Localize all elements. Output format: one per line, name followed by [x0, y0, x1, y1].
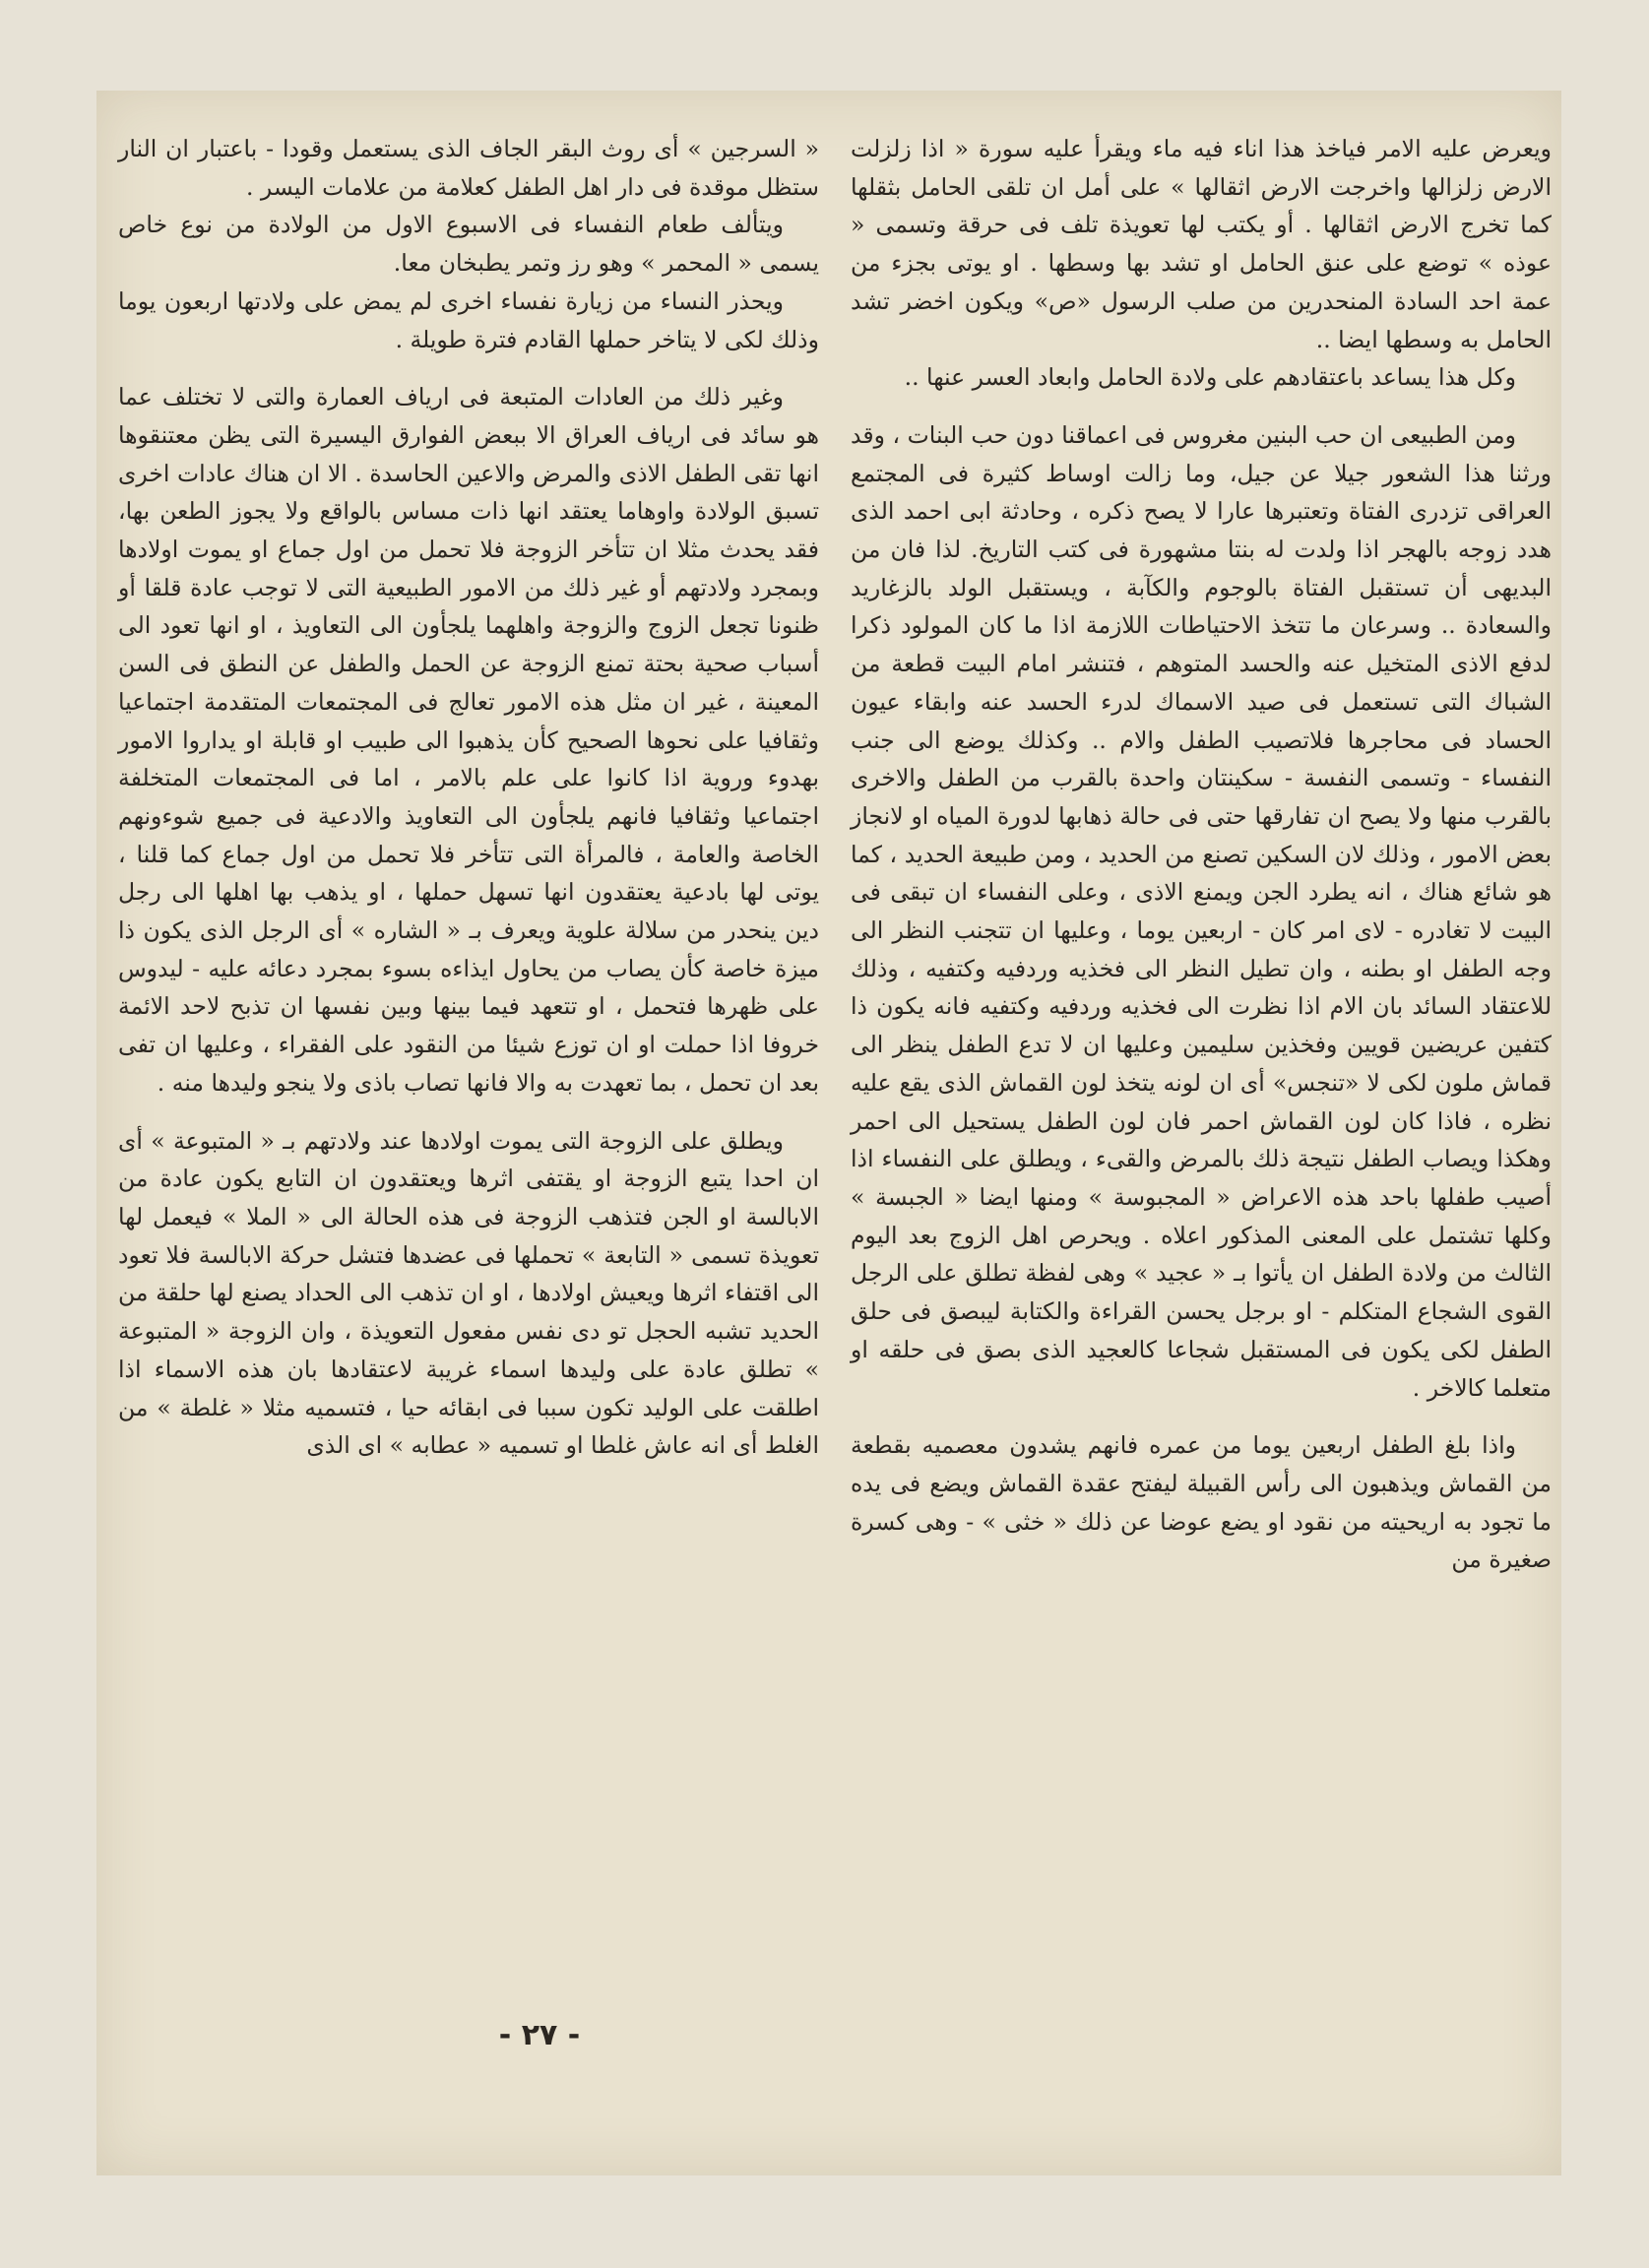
- left-column: [118, 130, 819, 1465]
- paragraph: ومن الطبيعى ان حب البنين مغروس فى اعماقنا دون حب البنات ، وقد ورثنا هذا الشعور جيلا عن جيل، وما زالت اوساط كثيرة فى المجتمع العراقى تزدرى الفتاة وتعتبرها عارا لا يصح ذكره ، وحادثة ابى احمد الذى هدد زوجه بالهجر اذا ولدت له بنتا مشهورة فى كتب التاريخ. لذا فان من البديهى أن تستقبل الفتاة بالوجوم والكآبة ، ويستقبل الولد بالزغاريد والسعادة .. وسرعان ما تتخذ الاحتياطات اللازمة اذا ما كان المولود ذكرا لدفع الاذى المتخيل عنه والحسد المتوهم ، فتنشر امام البيت قطعة من الشباك التى تستعمل فى صيد الاسماك لدرء الحسد عنه وابقاء عيون الحساد فى محاجرها فلاتصيب الطفل والام .. وكذلك يوضع الى جنب النفساء - وتسمى النفسة - سكينتان واحدة بالقرب من الطفل والاخرى بالقرب منها ولا يصح ان تفارقها حتى فى حالة ذهابها لدورة المياه او لانجاز بعض الامور ، وذلك لان السكين تصنع من الحديد ، ومن طبيعة الحديد ، كما هو شائع هناك ، انه يطرد الجن ويمنع الاذى ، وعلى النفساء ان تبقى فى البيت لا تغادره - لاى امر كان - اربعين يوما ، وعليها ان تتجنب النظر الى وجه الطفل او بطنه ، وان تطيل النظر الى فخذيه وردفيه وكتفيه ، وذلك للاعتقاد السائد بان الام اذا نظرت الى فخذيه وردفيه وكتفيه فانه يكون ذا كتفين عريضين قويين وفخذين سليمين وعليها ان لا تدع الطفل ينظر الى قماش ملون لكى لا «تنجس» أى ان لونه يتخذ لون القماش الذى يقع عليه نظره ، فاذا كان لون القماش احمر فان لون الطفل يستحيل الى احمر وهكذا ويصاب الطفل نتيجة ذلك بالمرض والقىء ، ويطلق على النفساء اذا أصيب طفلها باحد هذه الاعراض « المجبوسة » ومنها ايضا « الجبسة » وكلها تشتمل على المعنى المذكور اعلاه . ويحرص اهل الزوج بعد اليوم الثالث من ولادة الطفل ان يأتوا بـ « عجيد » وهى لفظة تطلق على الرجل القوى الشجاع المتكلم - او برجل يحسن القراءة والكتابة ليبصق فى حلق الطفل لكى يكون فى المستقبل شجاعا كالعجيد الذى بصق فى حلقه او متعلما كالاخر .: [851, 420, 1552, 1402]
- paragraph: ويعرض عليه الامر فياخذ هذا اناء فيه ماء ويقرأ عليه سورة « اذا زلزلت الارض زلزالها واخرجت الارض اثقالها » على أمل ان تلقى الحامل بثقلها كما تخرج الارض اثقالها . أو يكتب لها تعويذة تلف فى حرقة وتسمى « عوذه » توضع على عنق الحامل او تشد بها وسطها . او يوتى بجزء من عمة احد السادة المنحدرين من صلب الرسول «ص» ويكون اخضر تشد الحامل به وسطها ايضا ..: [851, 135, 1552, 353]
- paragraph: واذا بلغ الطفل اربعين يوما من عمره فانهم يشدون معصميه بقطعة من القماش ويذهبون الى رأس القبيلة ليفتح عقدة القماش ويضع فى يده ما تجود به اريحيته من نقود او يضع عوضا عن ذلك « خثى » - وهى كسرة صغيرة من: [851, 1431, 1552, 1574]
- paragraph: ويطلق على الزوجة التى يموت اولادها عند ولادتهم بـ « المتبوعة » أى ان احدا يتبع الزوجة او يقتفى اثرها ويعتقدون ان التابع يكون عادة من الابالسة او الجن فتذهب الزوجة فى هذه الحالة الى « الملا » فيعمل لها تعويذة تسمى « التابعة » تحملها فى عضدها فتشل حركة الابالسة فلا تعود الى اقتفاء اثرها ويعيش اولادها ، او ان تذهب الى الحداد يصنع لها حلقة من الحديد تشبه الحجل تو دى نفس مفعول التعويذة ، وان الزوجة « المتبوعة » تطلق عادة على وليدها اسماء غريبة لاعتقادها بان هذه الاسماء اذا اطلقت على الوليد تكون سببا فى ابقائه حيا ، فتسميه مثلا « غلطة » من الغلط أى انه عاش غلطا او تسميه « عطابه » اى الذى: [118, 1126, 819, 1460]
- paragraph: « السرجين » أى روث البقر الجاف الذى يستعمل وقودا - باعتبار ان النار ستظل موقدة فى دار اهل الطفل كعلامة من علامات اليسر .: [118, 135, 819, 201]
- page-number: - ٢٧ -: [498, 2018, 581, 2052]
- page-sheet: [96, 91, 1561, 2175]
- right-column: [851, 130, 1552, 1579]
- paragraph: ويتألف طعام النفساء فى الاسبوع الاول من الولادة من نوع خاص يسمى « المحمر » وهو رز وتمر يطبخان معا.: [118, 211, 819, 278]
- paragraph: وغير ذلك من العادات المتبعة فى ارياف العمارة والتى لا تختلف عما هو سائد فى ارياف العراق الا ببعض الفوارق اليسيرة التى يظن معتنقوها انها تقى الطفل الاذى والمرض والاعين الحاسدة . الا ان هناك عادات اخرى تسبق الولادة واوهاما يعتقد انها ذات مساس بالواقع ولا يجوز الطعن بها، فقد يحدث مثلا ان تتأخر الزوجة فلا تحمل من اول جماع او يموت اولادها وبمجرد ولادتهم أو غير ذلك من الامور الطبيعية التى لا توجب عادة قلقا أو ظنونا تجعل الزوج والزوجة واهلهما يلجأون الى التعاويذ ، او انها تعود الى أسباب صحية بحتة تمنع الزوجة عن الحمل والطفل عن النطق فى السن المعينة ، غير ان مثل هذه الامور تعالج فى المجتمعات المتقدمة اجتماعيا وثقافيا على نحوها الصحيح كأن يذهبوا الى طبيب او قابلة او يداروا الامور بهدوء وروية اذا كانوا على علم بالامر ، اما فى المجتمعات المتخلفة اجتماعيا وثقافيا فانهم يلجأون الى التعاويذ والادعية فى جميع شوءونهم الخاصة والعامة ، فالمرأة التى تتأخر فلا تحمل من اول جماع كما قلنا ، يوتى لها بادعية يعتقدون انها تسهل حملها ، او يذهب بها اهلها الى رجل دين ينحدر من سلالة علوية ويعرف بـ « الشاره » أى الرجل الذى يكون ذا ميزة خاصة كأن يصاب من يحاول ايذاءه بسوء بمجرد دعائه عليه - ليدوس على ظهرها فتحمل ، او تتعهد فيما بينها وبين نفسها ان تذبح لاحد الائمة خروفا اذا حملت او ان توزع شيئا من النقود على الفقراء ، وعليها ان تفى بعد ان تحمل ، بما تعهدت به والا فانها تصاب باذى ولا ينجو وليدها منه .: [118, 383, 819, 1097]
- paragraph: ويحذر النساء من زيارة نفساء اخرى لم يمض على ولادتها اربعون يوما وذلك لكى لا يتاخر حملها القادم فترة طويلة .: [118, 286, 819, 353]
- paragraph: وكل هذا يساعد باعتقادهم على ولادة الحامل وابعاد العسر عنها ..: [904, 363, 1516, 392]
